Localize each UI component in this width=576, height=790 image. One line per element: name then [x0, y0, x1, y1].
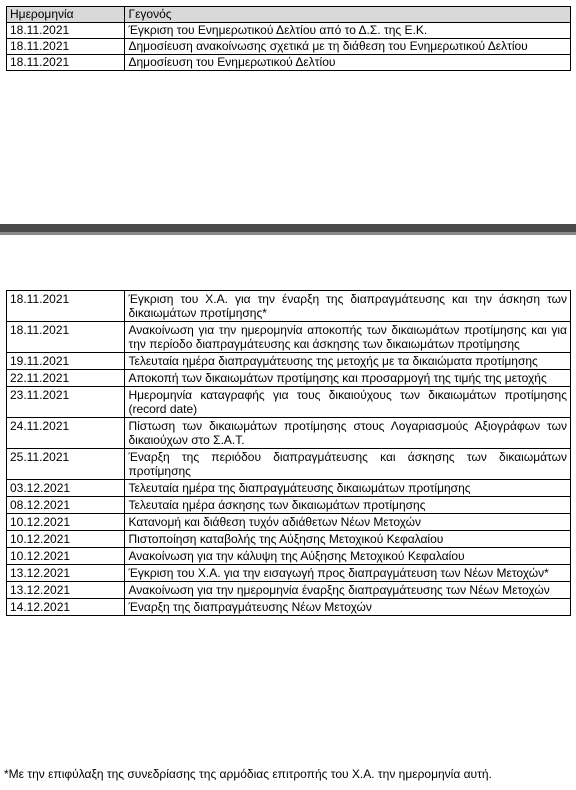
date-cell: 03.12.2021 — [7, 480, 125, 497]
table-row — [7, 39, 571, 55]
table-row — [7, 23, 571, 39]
date-cell: 23.11.2021 — [7, 387, 125, 418]
event-cell: Έγκριση του Ενημερωτικού Δελτίου από το Δ.Σ. της Ε.Κ. — [125, 23, 571, 39]
table-row — [7, 565, 571, 582]
table-row — [7, 418, 571, 449]
date-cell: 22.11.2021 — [7, 370, 125, 387]
footnote: *Με την επιφύλαξη της συνεδρίασης της αρμόδιας επιτροπής του Χ.Α. την ημερομηνία αυτή. — [4, 767, 492, 781]
table-row — [7, 370, 571, 387]
table-row — [7, 514, 571, 531]
event-cell: Κατανομή και διάθεση τυχόν αδιάθετων Νέων Μετοχών — [125, 514, 571, 531]
date-cell: 13.12.2021 — [7, 582, 125, 599]
date-cell: 08.12.2021 — [7, 497, 125, 514]
date-cell: 19.11.2021 — [7, 353, 125, 370]
table-row — [7, 322, 571, 353]
event-cell: Έγκριση του Χ.Α. για την εισαγωγή προς διαπραγμάτευση των Νέων Μετοχών* — [125, 565, 571, 582]
header-row — [7, 7, 571, 23]
date-cell: 10.12.2021 — [7, 514, 125, 531]
event-cell: Δημοσίευση του Ενημερωτικού Δελτίου — [125, 55, 571, 71]
event-cell: Τελευταία ημέρα διαπραγμάτευσης της μετοχής με τα δικαιώματα προτίμησης — [125, 353, 571, 370]
date-cell: 13.12.2021 — [7, 565, 125, 582]
table-row — [7, 531, 571, 548]
table-row — [7, 497, 571, 514]
date-cell: 14.12.2021 — [7, 599, 125, 616]
event-cell: Ημερομηνία καταγραφής για τους δικαιούχους των δικαιωμάτων προτίμησης (record date) — [125, 387, 571, 418]
date-cell: 18.11.2021 — [7, 322, 125, 353]
event-cell: Ανακοίνωση για την κάλυψη της Αύξησης Μετοχικού Κεφαλαίου — [125, 548, 571, 565]
event-cell: Πιστοποίηση καταβολής της Αύξησης Μετοχικού Κεφαλαίου — [125, 531, 571, 548]
table-row — [7, 353, 571, 370]
date-cell: 10.12.2021 — [7, 548, 125, 565]
event-cell: Έγκριση του Χ.Α. για την έναρξη της διαπραγμάτευσης και την άσκηση των δικαιωμάτων προτίμησης* — [125, 291, 571, 322]
table-row — [7, 449, 571, 480]
table-row — [7, 599, 571, 616]
schedule-table-1 — [6, 6, 571, 71]
schedule-table-2 — [6, 290, 571, 616]
date-cell: 18.11.2021 — [7, 55, 125, 71]
section-divider-band — [0, 224, 576, 235]
table-row — [7, 582, 571, 599]
date-cell: 10.12.2021 — [7, 531, 125, 548]
date-cell: 18.11.2021 — [7, 23, 125, 39]
table-row — [7, 387, 571, 418]
divider-lower-edge — [0, 232, 576, 235]
table-row — [7, 55, 571, 71]
table-row — [7, 548, 571, 565]
event-cell: Ανακοίνωση για την ημερομηνία έναρξης διαπραγμάτευσης των Νέων Μετοχών — [125, 582, 571, 599]
event-cell: Έναρξη της διαπραγμάτευσης Νέων Μετοχών — [125, 599, 571, 616]
event-cell: Τελευταία ημέρα της διαπραγμάτευσης δικαιωμάτων προτίμησης — [125, 480, 571, 497]
table-row — [7, 480, 571, 497]
column-header-event: Γεγονός — [125, 7, 571, 23]
date-cell: 18.11.2021 — [7, 291, 125, 322]
event-cell: Έναρξη της περιόδου διαπραγμάτευσης και άσκησης των δικαιωμάτων προτίμησης — [125, 449, 571, 480]
date-cell: 25.11.2021 — [7, 449, 125, 480]
date-cell: 24.11.2021 — [7, 418, 125, 449]
event-cell: Πίστωση των δικαιωμάτων προτίμησης στους Λογαριασμούς Αξιογράφων των δικαιούχων στο Σ.Α.Τ. — [125, 418, 571, 449]
event-cell: Αποκοπή των δικαιωμάτων προτίμησης και προσαρμογή της τιμής της μετοχής — [125, 370, 571, 387]
date-cell: 18.11.2021 — [7, 39, 125, 55]
column-header-date: Ημερομηνία — [7, 7, 125, 23]
event-cell: Δημοσίευση ανακοίνωσης σχετικά με τη διάθεση του Ενημερωτικού Δελτίου — [125, 39, 571, 55]
event-cell: Ανακοίνωση για την ημερομηνία αποκοπής των δικαιωμάτων προτίμησης και για την περίοδο διαπραγμάτευσης και άσκησης των δικαιωμάτων προτίμησης — [125, 322, 571, 353]
table-row — [7, 291, 571, 322]
event-cell: Τελευταία ημέρα άσκησης των δικαιωμάτων προτίμησης — [125, 497, 571, 514]
